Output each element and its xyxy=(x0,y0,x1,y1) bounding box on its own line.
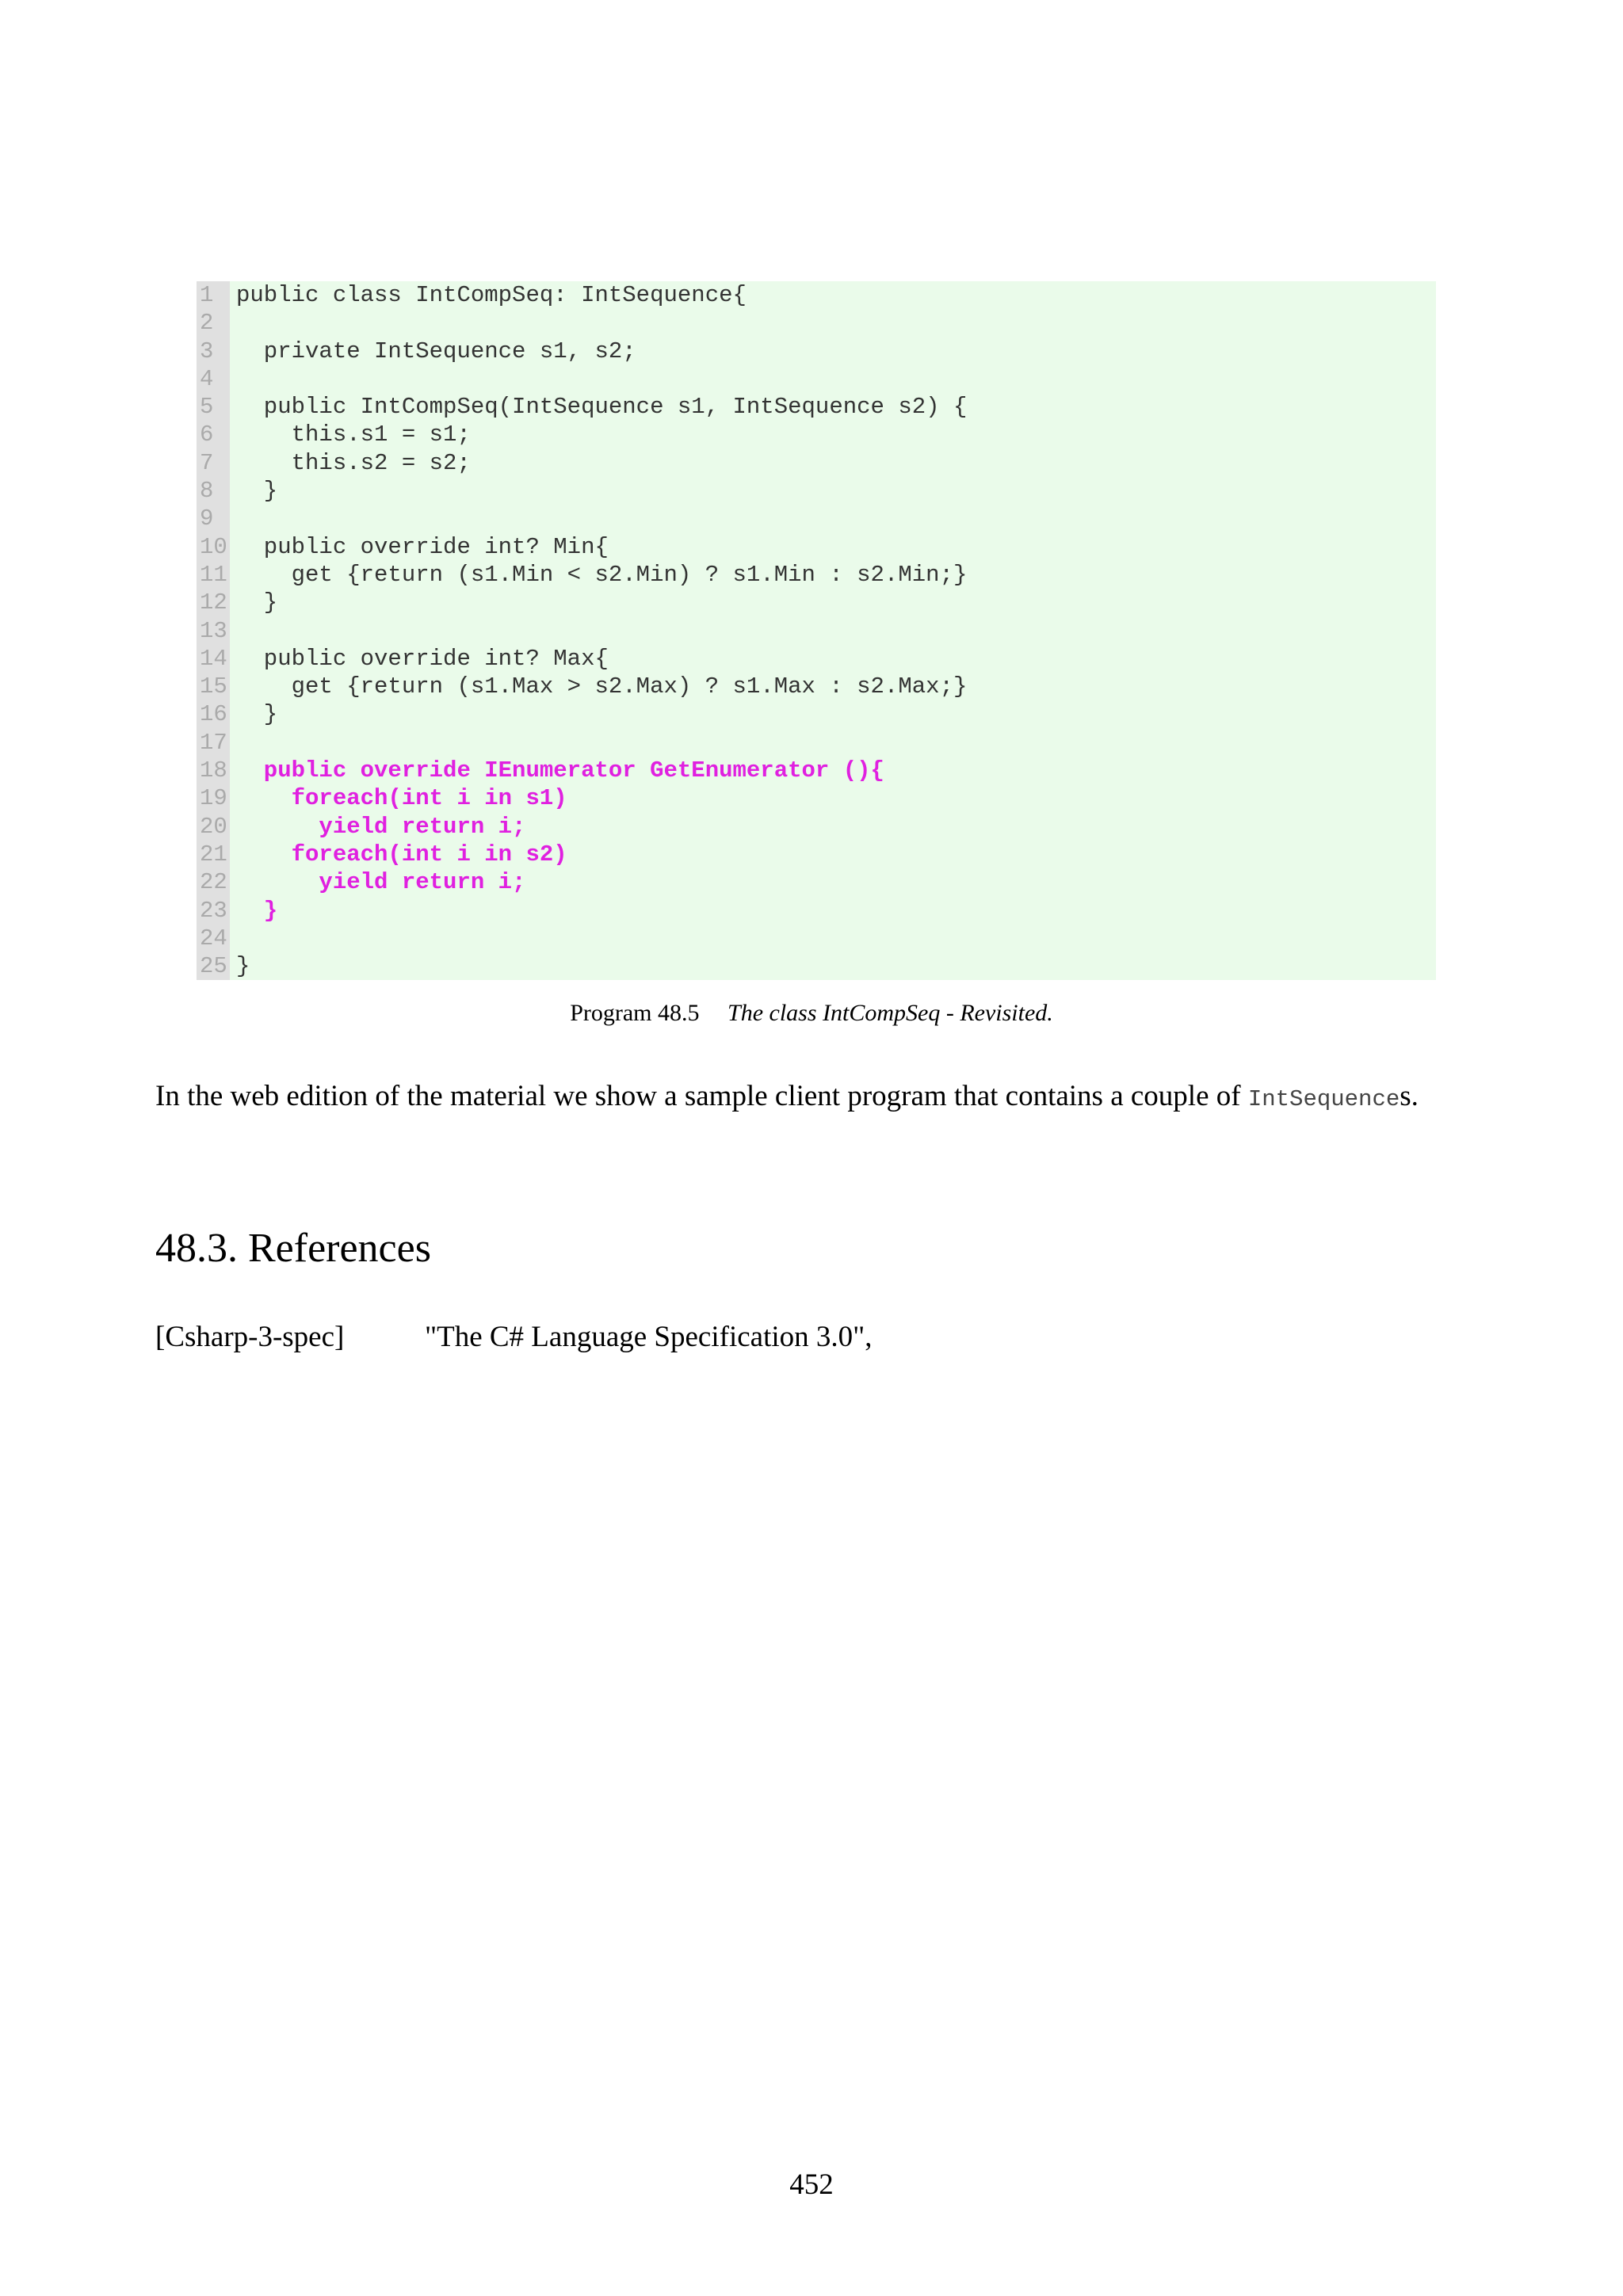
code-lines xyxy=(197,281,967,980)
code-line xyxy=(236,729,967,757)
inline-code: IntSequence xyxy=(1247,1086,1400,1112)
line-number: 7 xyxy=(200,449,214,476)
line-number: 21 xyxy=(200,841,227,868)
line-number: 12 xyxy=(200,589,227,616)
code-line: } xyxy=(236,589,278,616)
code-line xyxy=(236,925,967,952)
line-number: 23 xyxy=(200,897,227,924)
code-line: this.s1 = s1; xyxy=(236,421,471,448)
line-number: 9 xyxy=(200,505,214,532)
code-line: foreach(int i in s1) xyxy=(236,785,567,812)
line-number: 19 xyxy=(200,785,227,812)
line-number: 25 xyxy=(200,953,227,980)
line-number: 20 xyxy=(200,813,227,840)
code-line: yield return i; xyxy=(236,813,526,840)
code-line: public override int? Min{ xyxy=(236,533,609,560)
line-number: 13 xyxy=(200,617,227,644)
line-number: 3 xyxy=(200,338,214,364)
line-number: 6 xyxy=(200,421,214,448)
code-line xyxy=(236,617,967,645)
line-number: 1 xyxy=(200,282,214,308)
code-line: } xyxy=(236,953,250,980)
caption-number: Program 48.5 xyxy=(570,1000,700,1026)
code-line: } xyxy=(236,897,278,924)
code-line: yield return i; xyxy=(236,869,526,896)
paragraph-text: In the web edition of the material we show a sample client program that contains a couple of xyxy=(155,1080,1248,1112)
line-number: 10 xyxy=(200,533,227,560)
section-heading: 48.3. References xyxy=(155,1226,431,1271)
reference-key: [Csharp-3-spec] xyxy=(155,1321,345,1353)
line-number: 16 xyxy=(200,701,227,728)
code-line xyxy=(236,365,967,393)
line-number: 14 xyxy=(200,645,227,672)
code-line: public IntCompSeq(IntSequence s1, IntSequence s2) { xyxy=(236,394,968,421)
code-line: get {return (s1.Min < s2.Min) ? s1.Min : s2.Min;} xyxy=(236,561,968,588)
line-number: 8 xyxy=(200,478,214,505)
code-line: private IntSequence s1, s2; xyxy=(236,338,636,364)
body-paragraph xyxy=(155,1079,1419,1113)
code-line: public class IntCompSeq: IntSequence{ xyxy=(236,282,747,308)
reference-text: "The C# Language Specification 3.0", xyxy=(425,1321,873,1353)
line-number: 22 xyxy=(200,869,227,896)
code-line: } xyxy=(236,701,278,728)
program-caption xyxy=(0,1000,1623,1027)
code-line xyxy=(236,505,967,532)
line-number: 18 xyxy=(200,757,227,784)
code-line: public override int? Max{ xyxy=(236,645,609,672)
page-number: 452 xyxy=(789,2168,834,2201)
code-line: this.s2 = s2; xyxy=(236,449,471,476)
paragraph-suffix: s. xyxy=(1400,1080,1419,1112)
code-line: public override IEnumerator GetEnumerator (){ xyxy=(236,757,884,784)
line-number: 15 xyxy=(200,673,227,700)
line-number: 4 xyxy=(200,365,214,392)
code-line: } xyxy=(236,478,278,505)
caption-title: The class IntCompSeq - Revisited. xyxy=(727,1000,1053,1026)
line-number: 11 xyxy=(200,561,227,588)
code-line: foreach(int i in s2) xyxy=(236,841,567,868)
line-number: 17 xyxy=(200,729,227,756)
code-listing xyxy=(197,281,1436,980)
line-number: 24 xyxy=(200,925,227,952)
line-number: 2 xyxy=(200,310,214,337)
code-line xyxy=(236,309,967,337)
line-number: 5 xyxy=(200,394,214,421)
code-line: get {return (s1.Max > s2.Max) ? s1.Max : s2.Max;} xyxy=(236,673,968,700)
